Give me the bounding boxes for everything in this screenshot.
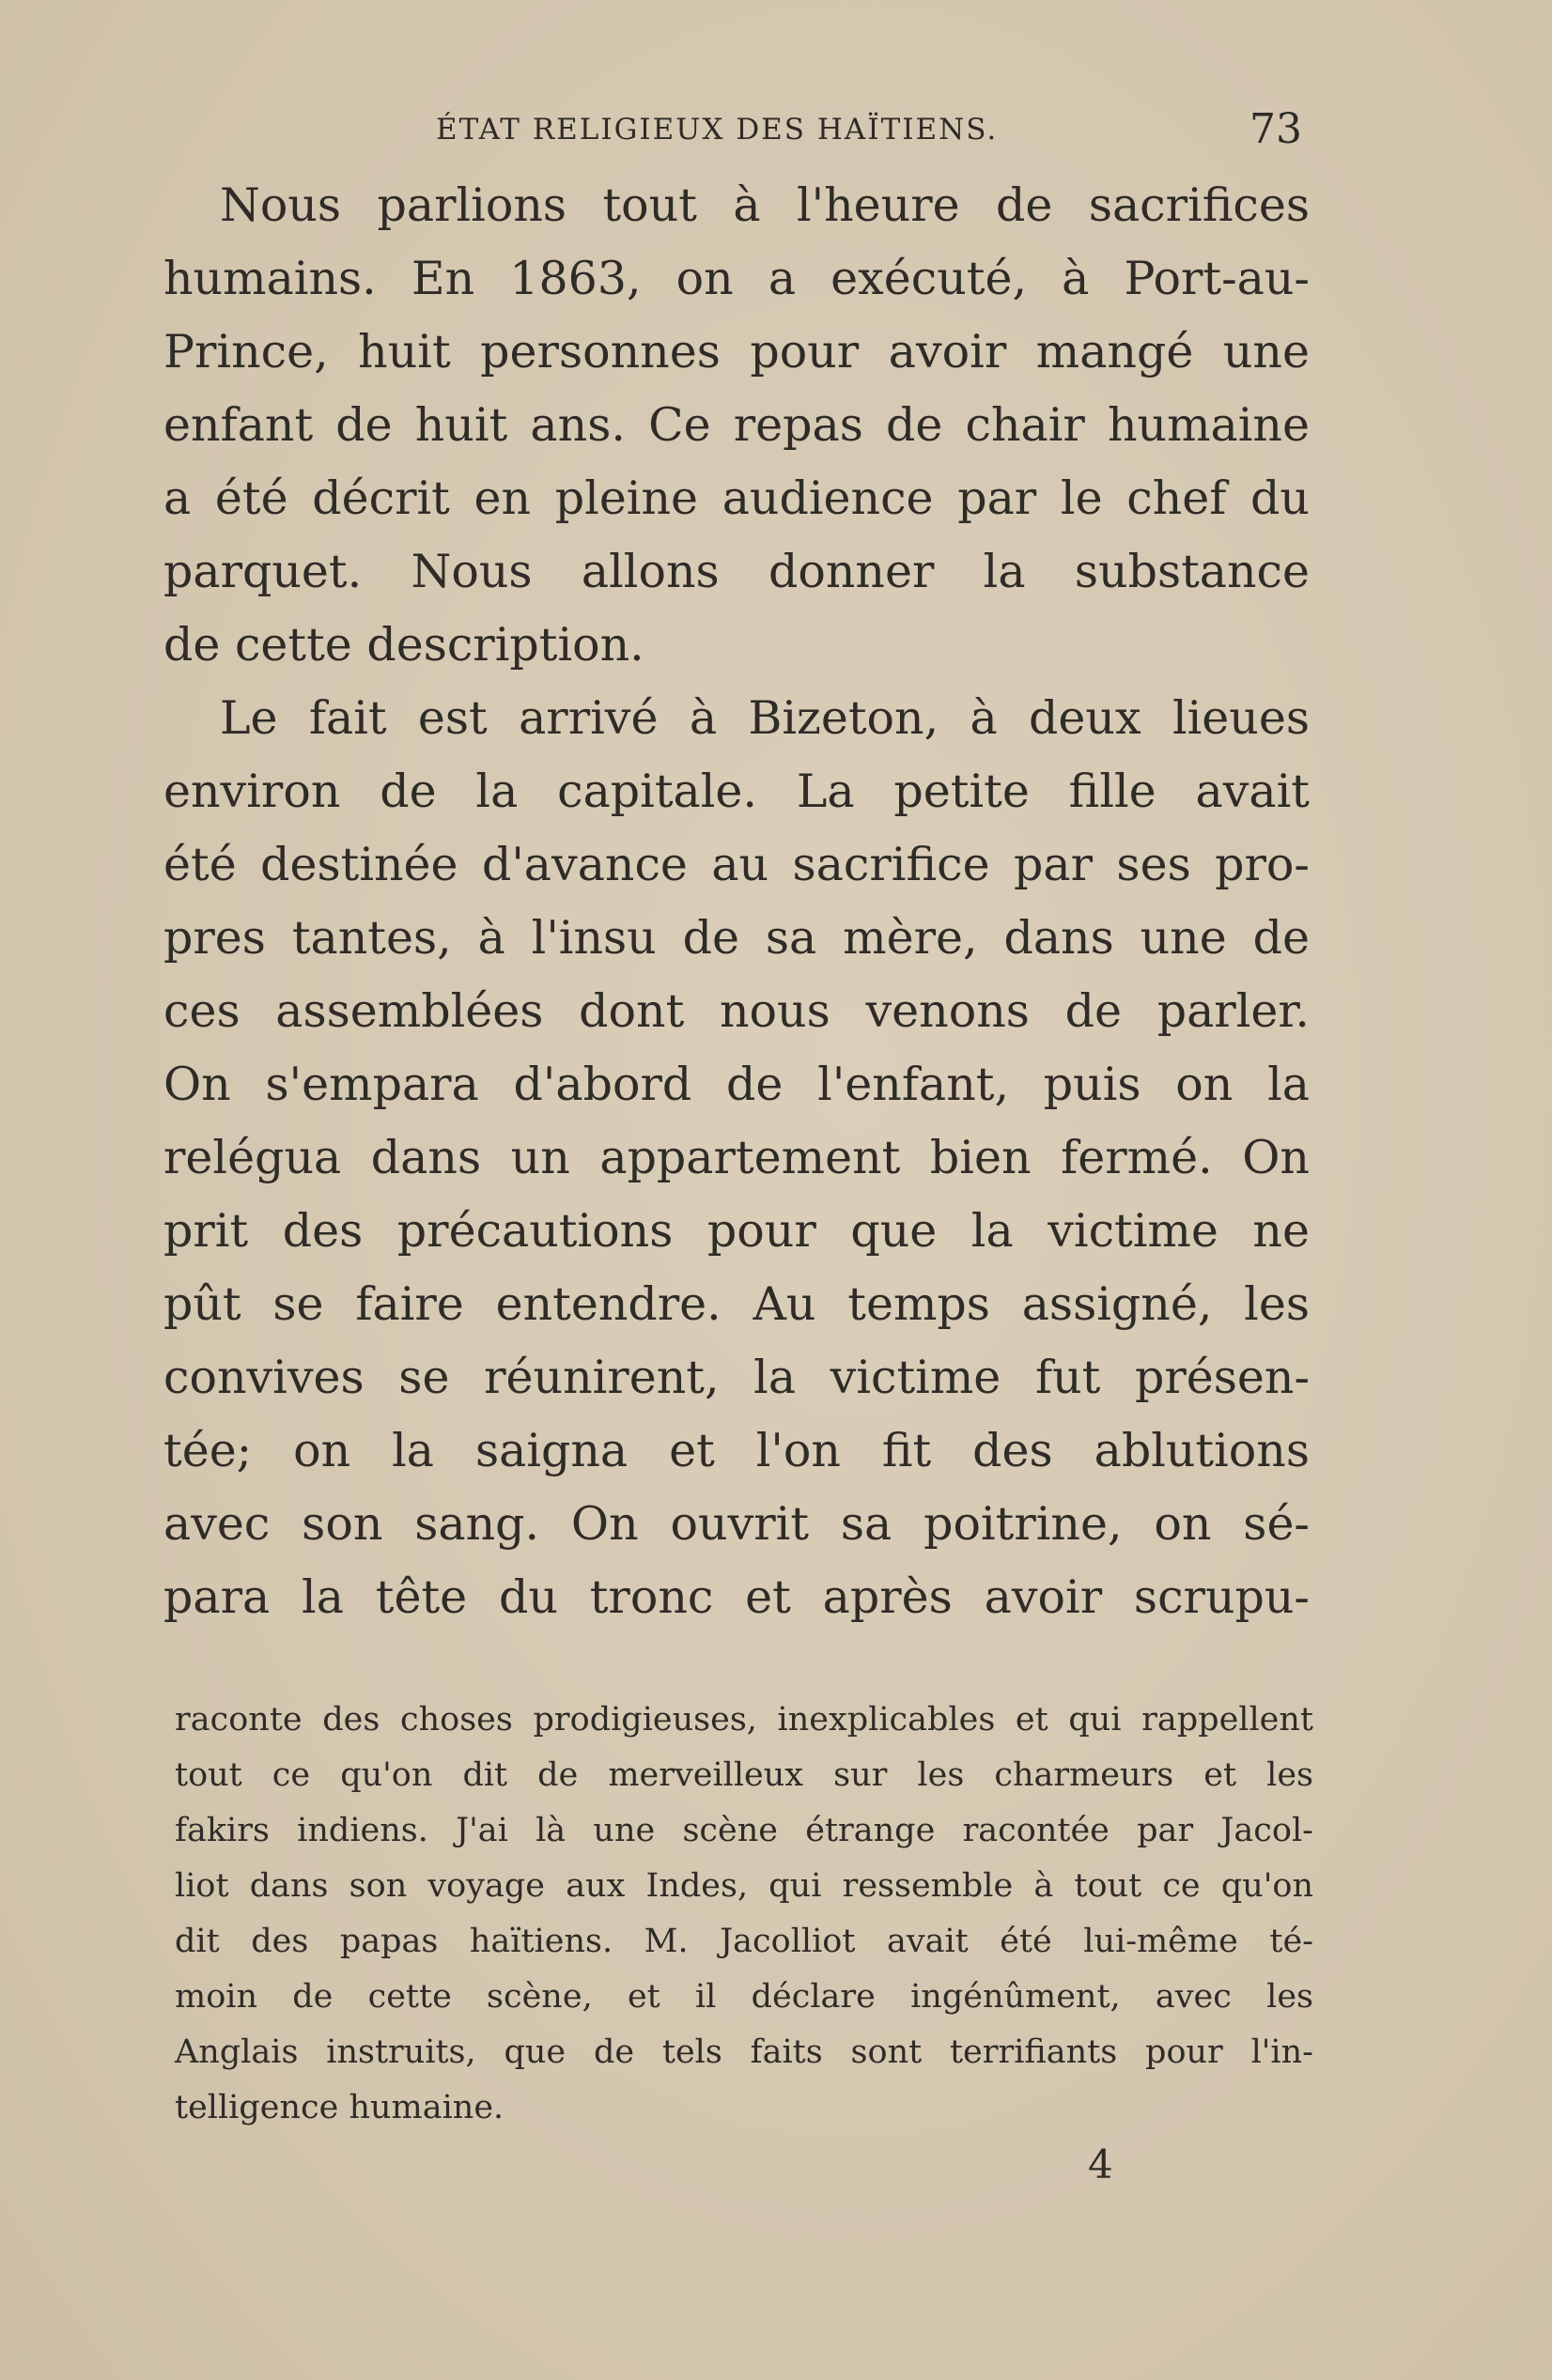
text-line: avec son sang. On ouvrit sa poitrine, on sé- [163,1497,1310,1551]
footnote-line: moin de cette scène, et il déclare ingénûment, avec les [175,1978,1313,2016]
text-line: relégua dans un appartement bien fermé. On [163,1131,1310,1184]
text-line: été destinée d'avance au sacrifice par ses pro- [163,838,1310,891]
running-title: ÉTAT RELIGIEUX DES HAÏTIENS. [436,113,999,147]
text-line: a été décrit en pleine audience par le chef du [163,471,1310,525]
footnote-line: tout ce qu'on dit de merveilleux sur les charmeurs et les [175,1756,1313,1794]
text-line: de cette description. [163,618,644,672]
text-line: convives se réunirent, la victime fut présen- [163,1351,1310,1404]
footnote-line: Anglais instruits, que de tels faits sont terrifiants pour l'in- [175,2033,1313,2071]
text-line: Prince, huit personnes pour avoir mangé une [163,325,1310,379]
running-head [163,105,1310,162]
footnote-line: fakirs indiens. J'ai là une scène étrange racontée par Jacol- [175,1812,1313,1849]
footnote-line: dit des papas haïtiens. M. Jacolliot avait été lui-même té- [175,1923,1313,1960]
main-text [163,169,1310,1634]
footnote-line: telligence humaine. [175,2089,504,2126]
text-line: prit des précautions pour que la victime ne [163,1204,1310,1258]
text-line: parquet. Nous allons donner la substance [163,545,1310,598]
text-line: Nous parlions tout à l'heure de sacrifices [220,178,1310,232]
text-line: Le fait est arrivé à Bizeton, à deux lieues [220,691,1310,745]
text-line: para la tête du tronc et après avoir scrupu- [163,1570,1310,1624]
text-line: tée; on la saigna et l'on fit des ablutions [163,1424,1310,1477]
text-line: pres tantes, à l'insu de sa mère, dans une de [163,911,1310,965]
text-line: environ de la capitale. La petite fille avait [163,765,1310,818]
footnote [175,1692,1313,2136]
footnote-line: liot dans son voyage aux Indes, qui ressemble à tout ce qu'on [175,1867,1313,1905]
signature-mark: 4 [1088,2141,1113,2187]
page-number: 73 [1249,105,1302,153]
footnote-line: raconte des choses prodigieuses, inexplicables et qui rappellent [175,1701,1313,1739]
text-line: On s'empara d'abord de l'enfant, puis on la [163,1058,1310,1111]
text-line: pût se faire entendre. Au temps assigné, les [163,1277,1310,1331]
text-line: humains. En 1863, on a exécuté, à Port-au- [163,252,1310,305]
text-line: enfant de huit ans. Ce repas de chair humaine [163,398,1310,452]
text-line: ces assemblées dont nous venons de parler. [163,984,1310,1038]
